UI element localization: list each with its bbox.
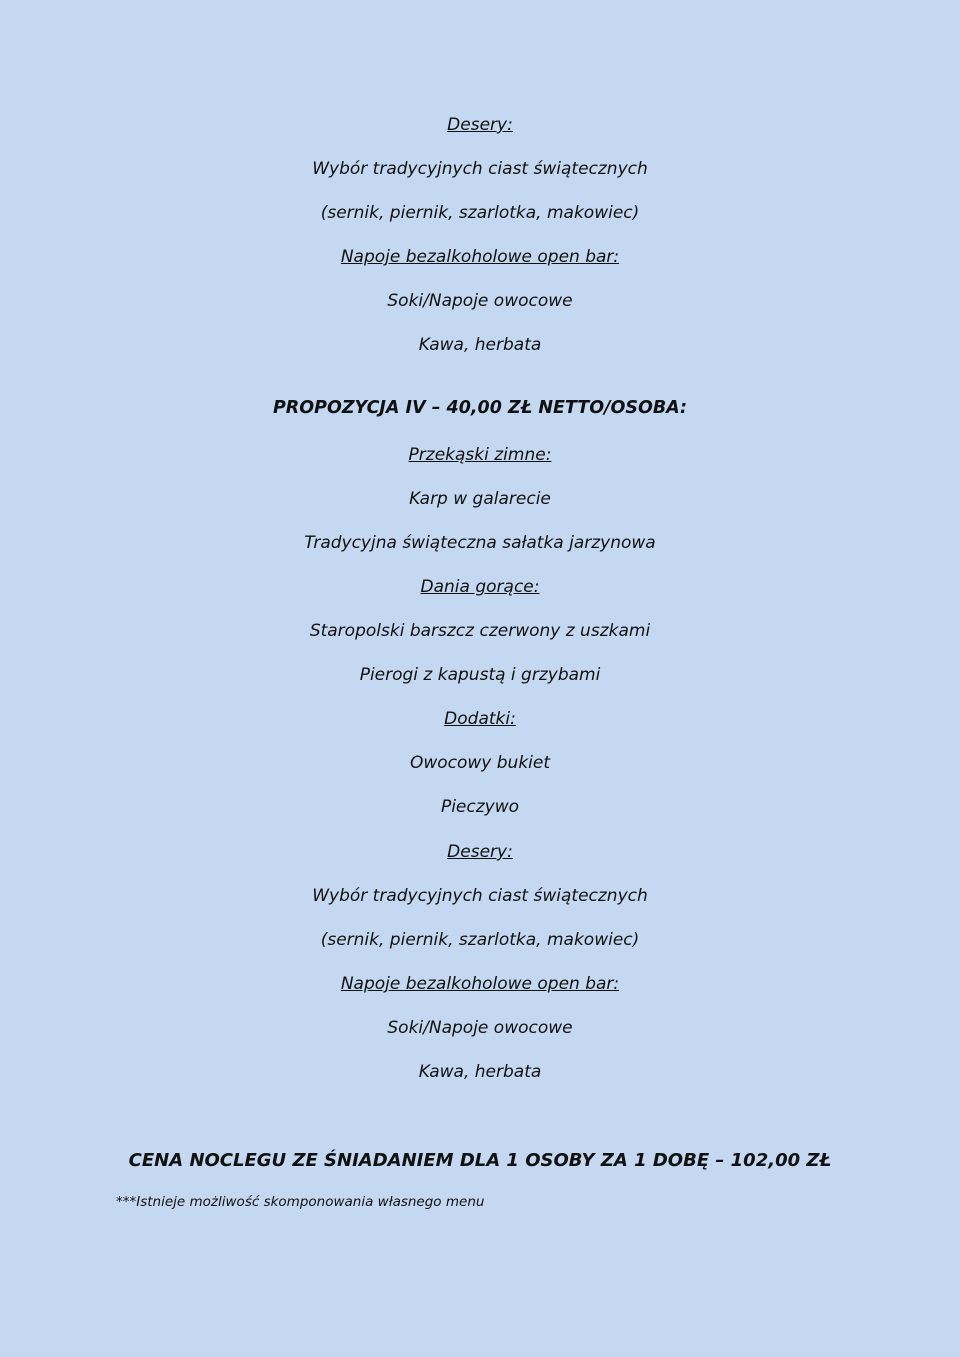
przekaski-item: Karp w galarecie [409,489,551,509]
napoje-item: Soki/Napoje owocowe [387,1018,573,1038]
napoje-item: Kawa, herbata [418,1062,542,1082]
proposal-title: PROPOZYCJA IV – 40,00 ZŁ NETTO/OSOBA: [272,398,688,418]
footnote: ***Istnieje możliwość skomponowania własnego menu [116,1194,485,1210]
dania-heading: Dania gorące: [420,577,540,597]
desery-heading: Desery: [447,842,513,862]
przekaski-item: Tradycyjna świąteczna sałatka jarzynowa [304,533,656,553]
desery-item: (sernik, piernik, szarlotka, makowiec) [320,930,640,950]
dodatki-item: Owocowy bukiet [409,753,551,773]
napoje-heading: Napoje bezalkoholowe open bar: [340,974,620,994]
przekaski-heading: Przekąski zimne: [408,445,552,465]
accommodation-price: CENA NOCLEGU ZE ŚNIADANIEM DLA 1 OSOBY ZA 1 DOBĘ – 102,00 ZŁ [128,1150,832,1171]
desery-heading: Desery: [447,115,513,135]
napoje-heading: Napoje bezalkoholowe open bar: [340,247,620,267]
desery-item: Wybór tradycyjnych ciast świątecznych [312,159,648,179]
desery-item: Wybór tradycyjnych ciast świątecznych [312,886,648,906]
dania-item: Pierogi z kapustą i grzybami [359,665,601,685]
dania-item: Staropolski barszcz czerwony z uszkami [309,621,651,641]
napoje-item: Kawa, herbata [418,335,542,355]
dodatki-heading: Dodatki: [444,709,516,729]
desery-item: (sernik, piernik, szarlotka, makowiec) [320,203,640,223]
napoje-item: Soki/Napoje owocowe [387,291,573,311]
dodatki-item: Pieczywo [440,797,520,817]
